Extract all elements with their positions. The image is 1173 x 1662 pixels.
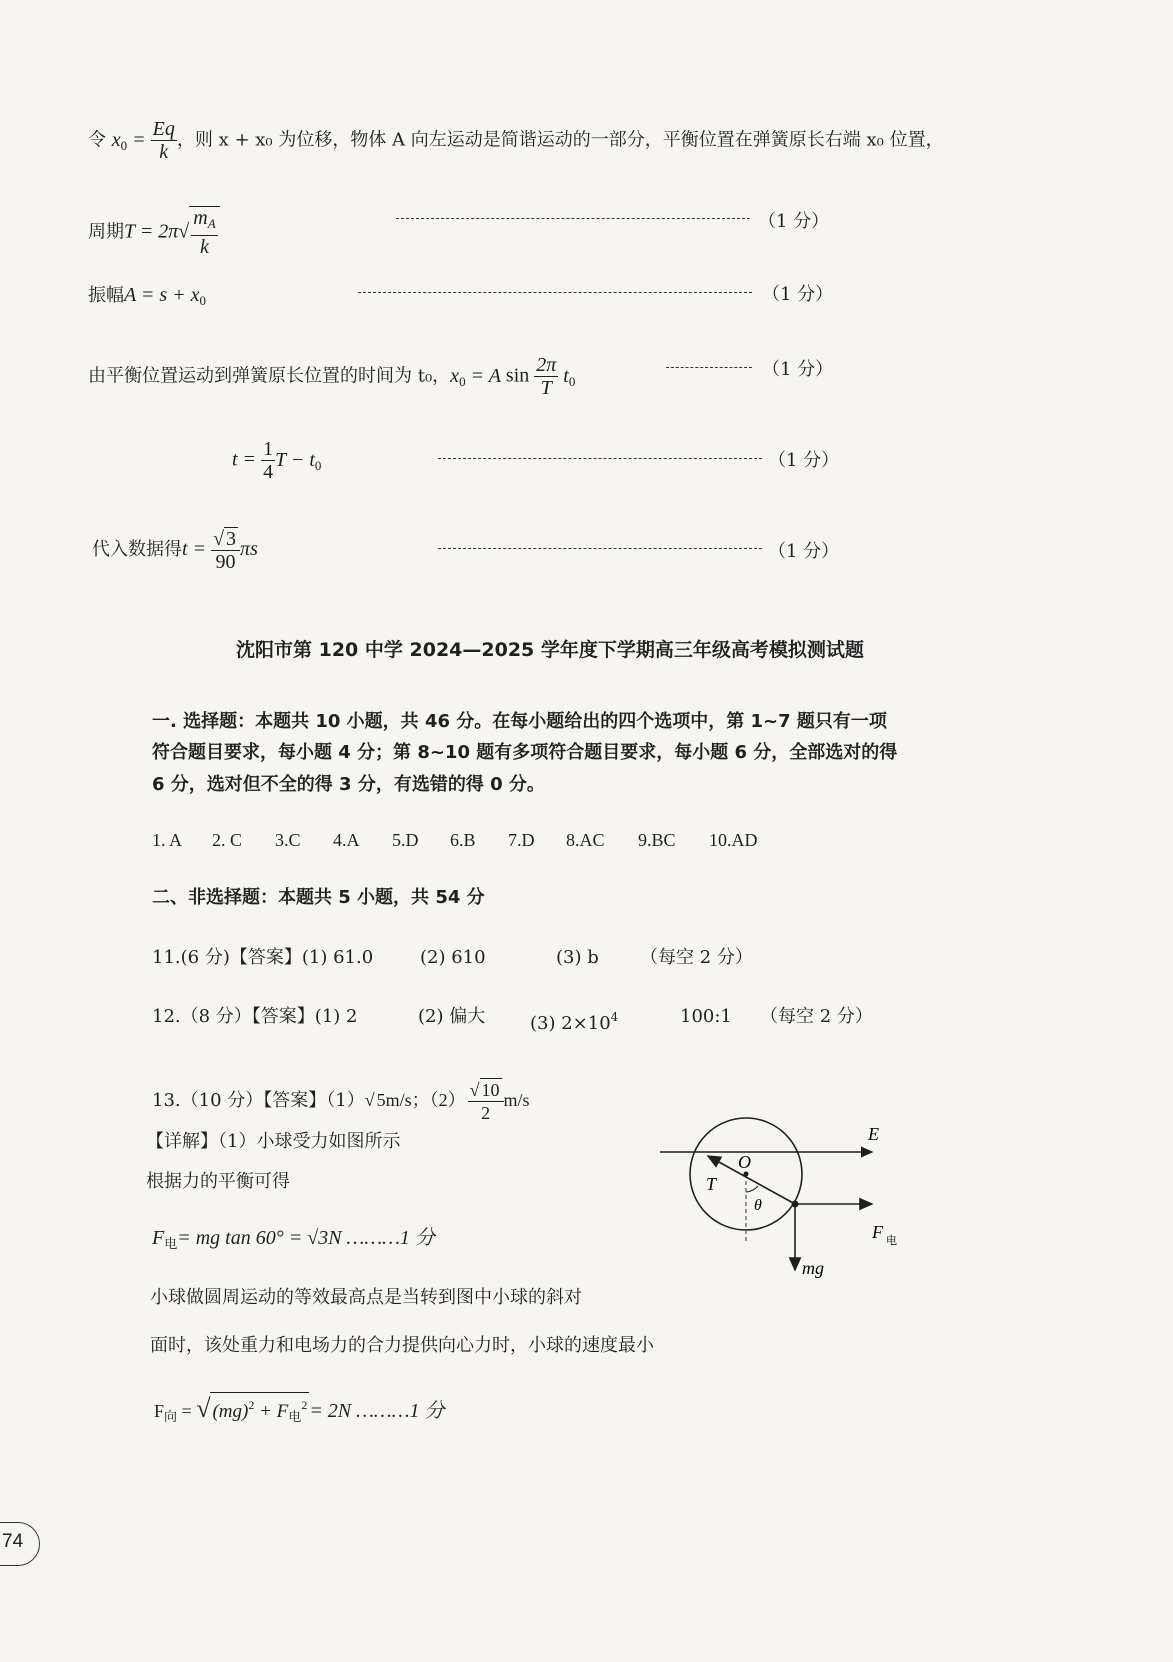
label-mg: mg [802, 1258, 824, 1278]
q11-note: （每空 2 分） [640, 947, 753, 968]
answer-3: 3.C [275, 830, 301, 850]
answer-7: 7.D [508, 830, 535, 850]
label-F-sub: 电 [886, 1234, 897, 1247]
score-period: （1 分） [758, 211, 830, 232]
answer-9: 9.BC [638, 830, 676, 850]
dash-substitute [438, 548, 762, 549]
q13-answer-line: 13.（10 分）【答案】（1）√ 5m/s；（2） $\frac{√ 10}{2}$ m/s [152, 1080, 530, 1123]
dash-period [396, 218, 750, 219]
answer-10: 10.AD [709, 830, 758, 850]
q12-exponent: 4 [610, 1010, 619, 1024]
page-number: 74 [2, 1531, 24, 1552]
label-O: O [738, 1152, 751, 1172]
ball [792, 1201, 799, 1208]
exam-title: 沈阳市第 120 中学 2024—2025 学年度下学期高三年级高考模拟测试题 [236, 639, 864, 661]
q13-force-eq: $F_电=$ mg tan 60° = √3N ………1 分 [152, 1227, 435, 1251]
score-substitute: （1 分） [768, 541, 840, 562]
label-E: E [868, 1124, 879, 1144]
center-point [744, 1172, 749, 1177]
q13-top-point-1: 小球做圆周运动的等效最高点是当转到图中小球的斜对 [150, 1287, 582, 1308]
q12-head: 12.（8 分）【答案】(1) 2 [152, 1006, 358, 1027]
answer-8: 8.AC [566, 830, 605, 850]
q12-note: （每空 2 分） [760, 1006, 873, 1027]
answer-1: 1. A [152, 830, 183, 850]
balance-time-line: 由平衡位置运动到弹簧原长位置的时间为 t₀，$x_0 = A$ sin $\frac{2\pi}{T}$ $t_0$ [88, 354, 576, 399]
dash-amplitude [358, 292, 752, 293]
q13-balance: 根据力的平衡可得 [146, 1171, 290, 1192]
time-formula: t = $\frac{1}{4}$ $T - t_0$ [232, 438, 322, 483]
q13-detail: 【详解】（1）小球受力如图所示 [146, 1131, 401, 1152]
label-T: T [706, 1174, 717, 1194]
answer-5: 5.D [392, 830, 419, 850]
substitute-line: 代入数据得t = $\frac{√ 3}{90}$ πs [92, 528, 258, 573]
tension-arrow [708, 1156, 795, 1204]
q13-centripetal-eq: $F_向$ = √ $(mg)^2 + F_电^2 = 2N$ ………1 分 [154, 1392, 445, 1429]
theta-arc [746, 1186, 758, 1192]
section2-heading: 二、非选择题：本题共 5 小题，共 54 分 [152, 887, 485, 908]
amplitude-line: 振幅$A = s + x_0$ [88, 284, 207, 308]
q12-a4: 100:1 [680, 1006, 732, 1027]
answer-6: 6.B [450, 830, 476, 850]
dash-time [438, 458, 762, 459]
section1-line1: 一. 选择题：本题共 10 小题，共 46 分。在每小题给出的四个选项中，第 1~7 题只有一项 [152, 711, 887, 732]
q11-head: 11.(6 分)【答案】(1) 61.0 [152, 947, 374, 968]
label-F: F [872, 1222, 883, 1242]
q12-a3: (3) $2\times 10^4$ [530, 1010, 619, 1034]
answer-4: 4.A [333, 830, 360, 850]
period-line: 周期T = 2π√ $\frac{m_A}{k}$ [88, 206, 220, 258]
q12-a2: (2) 偏大 [418, 1006, 486, 1027]
score-amplitude: （1 分） [762, 284, 834, 305]
frac-eq-over-k: $\frac{Eq}{k}$ [152, 118, 175, 163]
line1-text: ，则 x + x₀ 为位移，物体 A 向左运动是简谐运动的一部分，平衡位置在弹簧原长右端 x₀ 位置， [176, 129, 944, 151]
label-theta: θ [754, 1197, 762, 1214]
answer-2: 2. C [212, 830, 243, 850]
q13-top-point-2: 面时，该处重力和电场力的合力提供向心力时，小球的速度最小 [150, 1335, 654, 1356]
line-x0-definition: 令 $x_0$ = $\frac{Eq}{k}$ ，则 x + x₀ 为位移，物体 A 向左运动是简谐运动的一部分，平衡位置在弹簧原长右端 x₀ 位置， [88, 118, 944, 163]
section1-line2: 符合题目要求，每小题 4 分；第 8~10 题有多项符合题目要求，每小题 6 分，全部选对的得 [152, 742, 898, 763]
dash-balance [666, 367, 752, 368]
q11-a2: (2) 610 [420, 947, 486, 968]
force-diagram [650, 1110, 920, 1300]
score-balance: （1 分） [762, 359, 834, 380]
q11-a3: (3) b [556, 947, 599, 968]
section1-line3: 6 分，选对但不全的得 3 分，有选错的得 0 分。 [152, 774, 545, 795]
score-time: （1 分） [768, 450, 840, 471]
